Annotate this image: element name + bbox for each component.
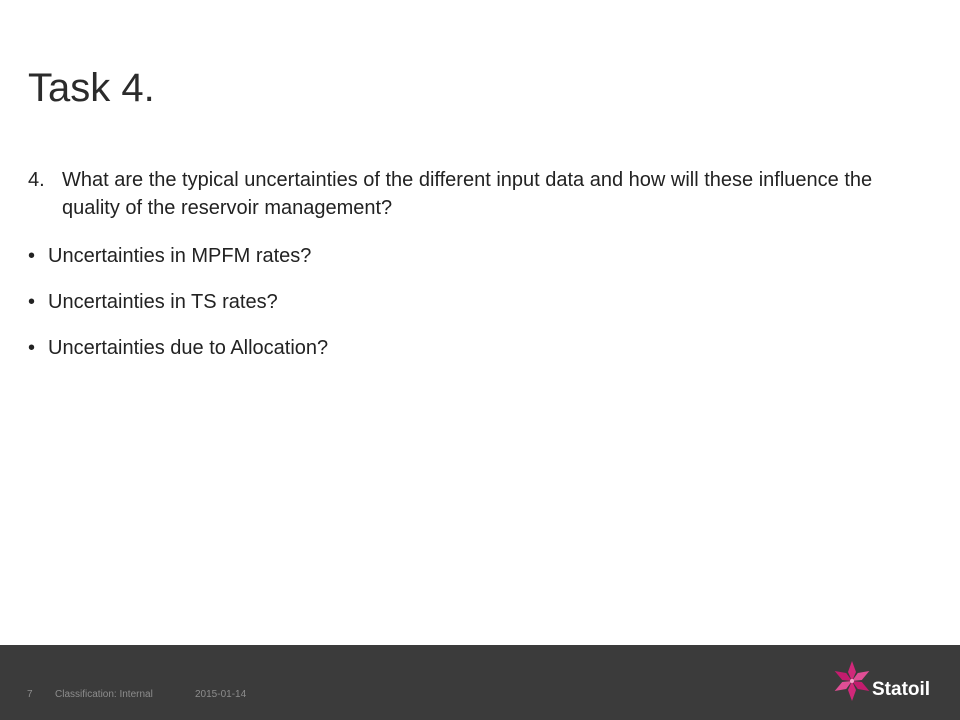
slide-title: Task 4.	[28, 66, 155, 110]
bullet-item	[28, 334, 908, 362]
logo-text: Statoil	[872, 679, 931, 700]
bullet-text: Uncertainties in TS rates?	[48, 291, 278, 313]
statoil-logo	[832, 657, 942, 713]
statoil-star-icon	[832, 657, 876, 705]
question-number: 4.	[28, 169, 45, 191]
slide-content	[28, 166, 908, 380]
bullet-text: Uncertainties in MPFM rates?	[48, 245, 312, 267]
numbered-question	[28, 166, 908, 222]
bullet-dot: •	[28, 291, 36, 313]
classification-label: Classification: Internal	[55, 689, 153, 700]
footer-bar	[0, 645, 960, 720]
bullet-item	[28, 242, 908, 270]
question-text: What are the typical uncertainties of the different input data and how will these influence the quality of the reservoir management?	[62, 169, 873, 219]
page-number: 7	[27, 689, 33, 700]
bullet-dot: •	[28, 337, 36, 359]
bullet-dot: •	[28, 245, 36, 267]
bullet-text: Uncertainties due to Allocation?	[48, 337, 329, 359]
footer-date: 2015-01-14	[195, 689, 247, 700]
bullet-item	[28, 288, 908, 316]
